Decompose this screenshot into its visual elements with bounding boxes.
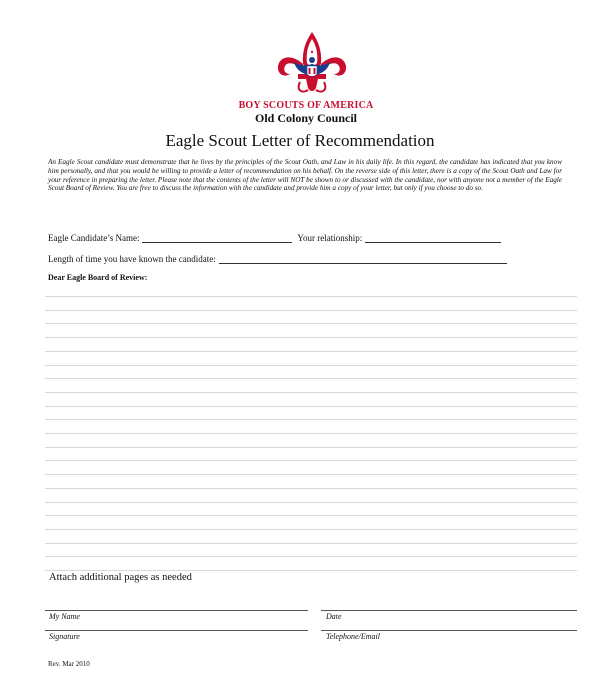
writing-line[interactable]	[45, 556, 577, 557]
writing-line[interactable]	[45, 323, 577, 324]
writing-line[interactable]	[45, 488, 577, 489]
my-name-label: My Name	[49, 612, 80, 621]
writing-line[interactable]	[45, 392, 577, 393]
council-name: Old Colony Council	[254, 111, 358, 125]
length-known-label: Length of time you have known the candidate:	[48, 254, 216, 264]
writing-line[interactable]	[45, 351, 577, 352]
telephone-email-label: Telephone/Email	[326, 632, 380, 641]
intro-paragraph: An Eagle Scout candidate must demonstrate that he lives by the principles of the Scout Oath, and Law in his daily life. In this regard, the candidate has indicated that you know him personally, and that you would be willing to provide a letter of recommendation on his behalf. On the reverse side of this letter, there is a copy of the Scout Oath and Law for your reference in preparing the letter. Please note that the contents of the letter will NOT be shown to or discussed with the candidate, nor with anyone not a member of the Eagle Scout Board of Review. You are free to discuss the information with the candidate and provide him a copy of your letter, but only if you choose to do so.	[48, 158, 562, 193]
writing-line[interactable]	[45, 447, 577, 448]
bsa-fleur-de-lis-logo	[272, 30, 352, 100]
writing-line[interactable]	[45, 337, 577, 338]
date-line[interactable]	[321, 610, 577, 611]
signature-label: Signature	[49, 632, 80, 641]
writing-line[interactable]	[45, 570, 577, 571]
writing-line[interactable]	[45, 406, 577, 407]
writing-line[interactable]	[45, 419, 577, 420]
writing-line[interactable]	[45, 460, 577, 461]
length-known-field[interactable]	[219, 254, 507, 264]
attach-pages-note: Attach additional pages as needed	[49, 572, 192, 583]
writing-line[interactable]	[45, 378, 577, 379]
writing-line[interactable]	[45, 310, 577, 311]
salutation: Dear Eagle Board of Review:	[48, 273, 148, 282]
relationship-field[interactable]	[365, 233, 501, 243]
writing-line[interactable]	[45, 296, 577, 297]
telephone-email-line[interactable]	[321, 630, 577, 631]
candidate-relationship-row	[48, 233, 504, 243]
date-label: Date	[326, 612, 342, 621]
signature-line[interactable]	[45, 630, 308, 631]
my-name-line[interactable]	[45, 610, 308, 611]
organization-name: BOY SCOUTS OF AMERICA	[238, 100, 374, 111]
page-title: Eagle Scout Letter of Recommendation	[165, 131, 435, 150]
writing-line[interactable]	[45, 433, 577, 434]
relationship-label: Your relationship:	[297, 233, 363, 243]
length-known-row	[48, 254, 510, 264]
writing-line[interactable]	[45, 543, 577, 544]
revision-note: Rev. Mar 2010	[48, 660, 90, 668]
candidate-name-field[interactable]	[142, 233, 292, 243]
writing-line[interactable]	[45, 474, 577, 475]
writing-line[interactable]	[45, 365, 577, 366]
writing-line[interactable]	[45, 529, 577, 530]
writing-line[interactable]	[45, 502, 577, 503]
candidate-name-label: Eagle Candidate’s Name:	[48, 233, 140, 243]
writing-line[interactable]	[45, 515, 577, 516]
